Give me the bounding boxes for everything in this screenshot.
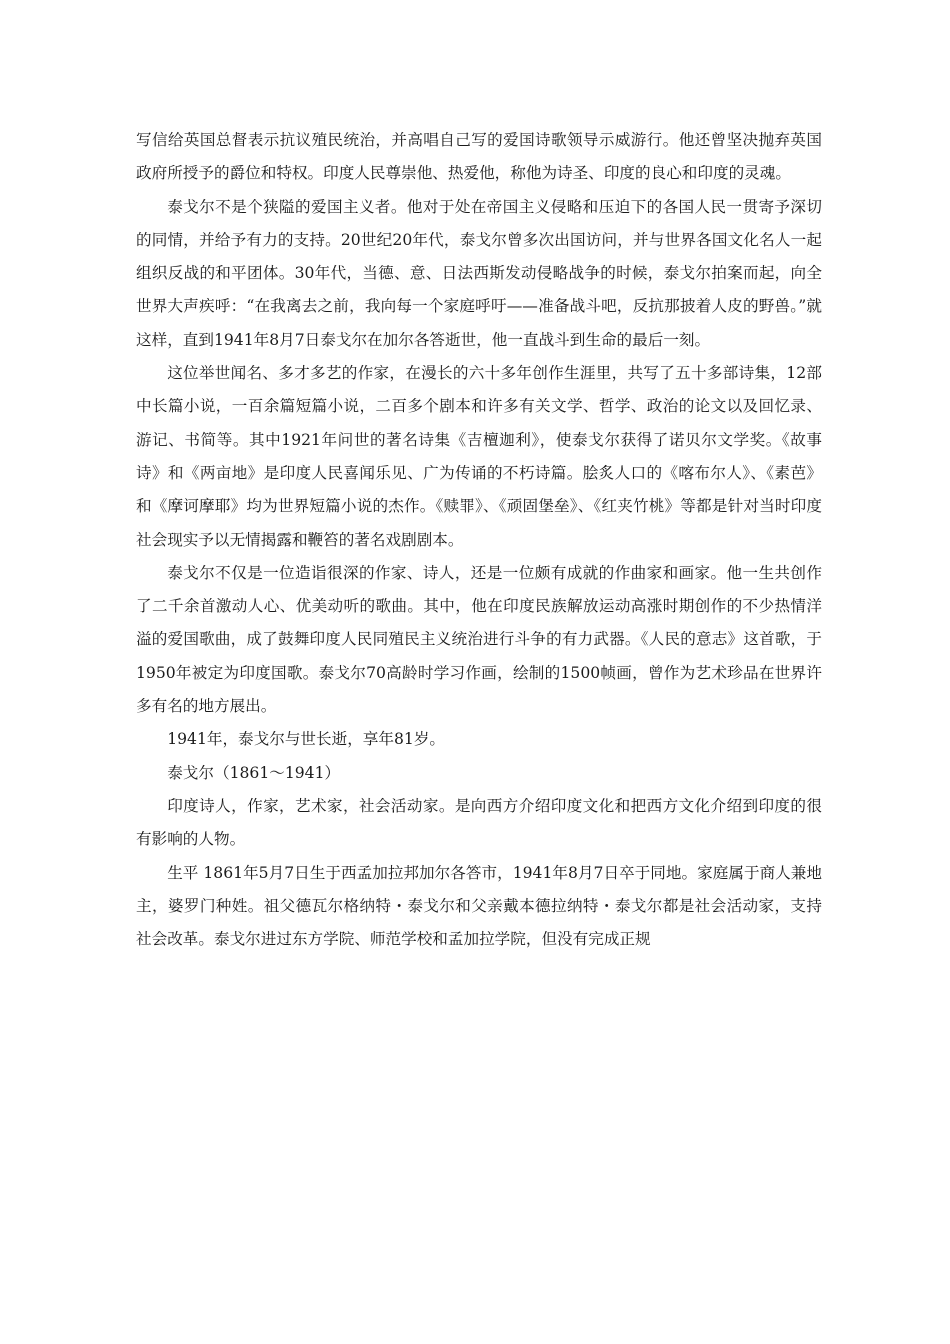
paragraph-death: 1941年，泰戈尔与世长逝，享年81岁。 [167, 730, 446, 749]
paragraph-continuation: 写信给英国总督表示抗议殖民统治，并高唱自己写的爱国诗歌领导示威游行。他还曾坚决抛弃英国政府所授予的爵位和特权。印度人民尊崇他、热爱他，称他为诗圣、印度的良心和印度的灵魂。 [136, 131, 822, 183]
paragraph-patriotism: 泰戈尔不是个狭隘的爱国主义者。他对于处在帝国主义侵略和压迫下的各国人民一贯寄予深切的同情，并给予有力的支持。20世纪20年代，泰戈尔曾多次出国访问，并与世界各国文化名人一起组织反战的和平团体。30年代，当德、意、日法西斯发动侵略战争的时候，泰戈尔拍案而起，向全世界大声疾呼：“在我离去之前，我向每一个家庭呼吁——准备战斗吧，反抗那披着人皮的野兽。”就这样，直到1941年8月7日泰戈尔在加尔各答逝世，他一直战斗到生命的最后一刻。 [136, 197, 822, 349]
document-page [136, 124, 822, 956]
paragraph-works: 这位举世闻名、多才多艺的作家，在漫长的六十多年创作生涯里，共写了五十多部诗集，12部中长篇小说，一百余篇短篇小说，二百多个剧本和许多有关文学、哲学、政治的论文以及回忆录、游记、书简等。其中1921年问世的著名诗集《吉檀迦利》，使泰戈尔获得了诺贝尔文学奖。《故事诗》和《两亩地》是印度人民喜闻乐见、广为传诵的不朽诗篇。脍炙人口的《喀布尔人》、《素芭》和《摩诃摩耶》均为世界短篇小说的杰作。《赎罪》、《顽固堡垒》、《红夹竹桃》等都是针对当时印度社会现实予以无情揭露和鞭笞的著名戏剧剧本。 [136, 364, 822, 549]
paragraph-heading: 泰戈尔（1861～1941） [167, 763, 341, 782]
paragraph-music-painting: 泰戈尔不仅是一位造诣很深的作家、诗人，还是一位颇有成就的作曲家和画家。他一生共创作了二千余首激动人心、优美动听的歌曲。其中，他在印度民族解放运动高涨时期创作的不少热情洋溢的爱国歌曲，成了鼓舞印度人民同殖民主义统治进行斗争的有力武器。《人民的意志》这首歌，于1950年被定为印度国歌。泰戈尔70高龄时学习作画，绘制的1500帧画，曾作为艺术珍品在世界许多有名的地方展出。 [136, 563, 822, 716]
paragraph-intro: 印度诗人，作家，艺术家，社会活动家。是向西方介绍印度文化和把西方文化介绍到印度的很有影响的人物。 [136, 796, 822, 849]
paragraph-biography: 生平 1861年5月7日生于西孟加拉邦加尔各答市，1941年8月7日卒于同地。家庭属于商人兼地主，婆罗门种姓。祖父德瓦尔格纳特・泰戈尔和父亲戴本德拉纳特・泰戈尔都是社会活动家，支持社会改革。泰戈尔进过东方学院、师范学校和孟加拉学院，但没有完成正规 [136, 863, 822, 949]
